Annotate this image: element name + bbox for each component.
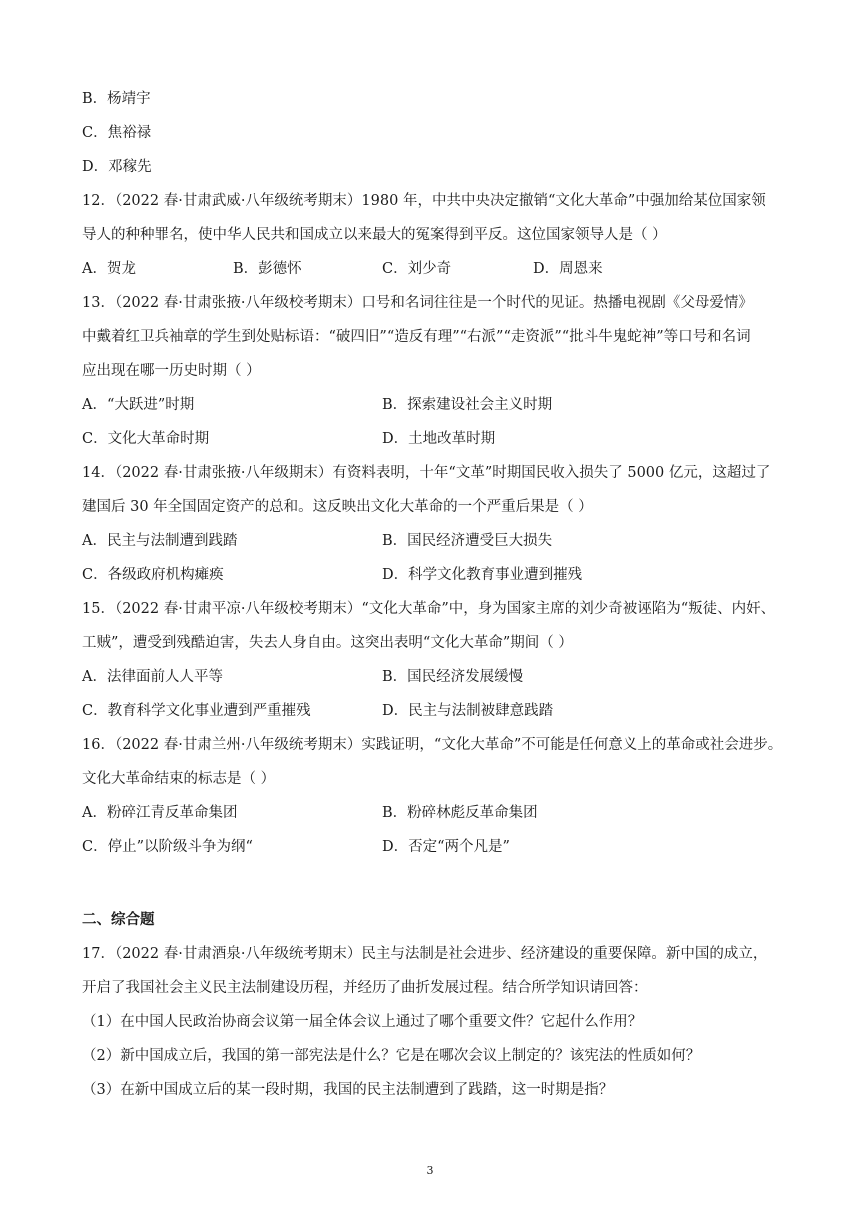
q13-stem-line-1: 13．（2022 春·甘肃张掖·八年级校考期末）口号和名词往往是一个时代的见证。热播电视剧《父母爱情》 [82, 295, 753, 311]
q12-option-c: C．刘少奇 [382, 261, 452, 277]
q13-stem-line-3: 应出现在哪一历史时期（ ） [82, 363, 261, 379]
q16-stem-line-2: 文化大革命结束的标志是（ ） [82, 771, 276, 787]
q16-stem-line-1: 16．（2022 春·甘肃兰州·八年级统考期末）实践证明，“文化大革命”不可能是任何意义上的革命或社会进步。 [82, 737, 783, 753]
q15-option-c: C．教育科学文化事业遭到严重摧残 [82, 703, 311, 719]
q17-stem-line-1: 17．（2022 春·甘肃酒泉·八年级统考期末）民主与法制是社会进步、经济建设的重要保障。新中国的成立， [82, 946, 768, 962]
q14-stem-line-2: 建国后 30 年全国固定资产的总和。这反映出文化大革命的一个严重后果是（ ） [82, 499, 593, 515]
q12-option-d: D．周恩来 [533, 261, 603, 277]
q17-sub-2: （2）新中国成立后，我国的第一部宪法是什么？它是在哪次会议上制定的？该宪法的性质如何？ [82, 1048, 701, 1064]
q12-option-a: A．贺龙 [82, 261, 136, 277]
q13-option-c: C．文化大革命时期 [82, 431, 210, 447]
q16-option-b: B．粉碎林彪反革命集团 [382, 805, 538, 821]
q11-option-d: D．邓稼先 [82, 159, 152, 175]
q17-stem-line-2: 开启了我国社会主义民主法制建设历程，并经历了曲折发展过程。结合所学知识请回答： [82, 980, 648, 996]
q17-sub-1: （1）在中国人民政治协商会议第一届全体会议上通过了哪个重要文件？它起什么作用？ [82, 1014, 643, 1030]
q11-option-b: B．杨靖宇 [82, 91, 151, 107]
q16-option-d: D．否定“两个凡是” [382, 839, 510, 855]
q12-stem-line-2: 导人的种种罪名，使中华人民共和国成立以来最大的冤案得到平反。这位国家领导人是（ ） [82, 227, 667, 243]
q15-stem-line-2: 工贼”，遭受到残酷迫害，失去人身自由。这突出表明“文化大革命”期间（ ） [82, 635, 573, 651]
q12-stem-line-1: 12．（2022 春·甘肃武威·八年级统考期末）1980 年，中共中央决定撤销“文化大革命”中强加给某位国家领 [82, 193, 766, 209]
q14-stem-line-1: 14．（2022 春·甘肃张掖·八年级期末）有资料表明，十年“文革”时期国民收入损失了 5000 亿元，这超过了 [82, 465, 771, 481]
page-number: 3 [426, 1164, 434, 1177]
q17-sub-3: （3）在新中国成立后的某一段时期，我国的民主法制遭到了践踏，这一时期是指？ [82, 1082, 614, 1098]
q15-option-a: A．法律面前人人平等 [82, 669, 223, 685]
q12-option-b: B．彭德怀 [233, 261, 302, 277]
q15-option-d: D．民主与法制被肆意践踏 [382, 703, 554, 719]
q15-option-b: B．国民经济发展缓慢 [382, 669, 524, 685]
q14-option-b: B．国民经济遭受巨大损失 [382, 533, 553, 549]
q14-option-d: D．科学文化教育事业遭到摧残 [382, 567, 583, 583]
q13-stem-line-2: 中戴着红卫兵袖章的学生到处贴标语：“破四旧”“造反有理”“右派”“走资派”“批斗牛鬼蛇神”等口号和名词 [82, 329, 751, 345]
q14-option-c: C．各级政府机构瘫痪 [82, 567, 224, 583]
q11-option-c: C．焦裕禄 [82, 125, 152, 141]
section-heading: 二、综合题 [82, 911, 155, 928]
q13-option-b: B．探索建设社会主义时期 [382, 397, 553, 413]
q15-stem-line-1: 15．（2022 春·甘肃平凉·八年级校考期末）“文化大革命”中，身为国家主席的刘少奇被诬陷为“叛徒、内奸、 [82, 601, 776, 617]
q13-option-d: D．土地改革时期 [382, 431, 496, 447]
q16-option-a: A．粉碎江青反革命集团 [82, 805, 238, 821]
q14-option-a: A．民主与法制遭到践踏 [82, 533, 238, 549]
q13-option-a: A．“大跃进”时期 [82, 397, 195, 413]
q16-option-c: C．停止”以阶级斗争为纲“ [82, 839, 253, 855]
